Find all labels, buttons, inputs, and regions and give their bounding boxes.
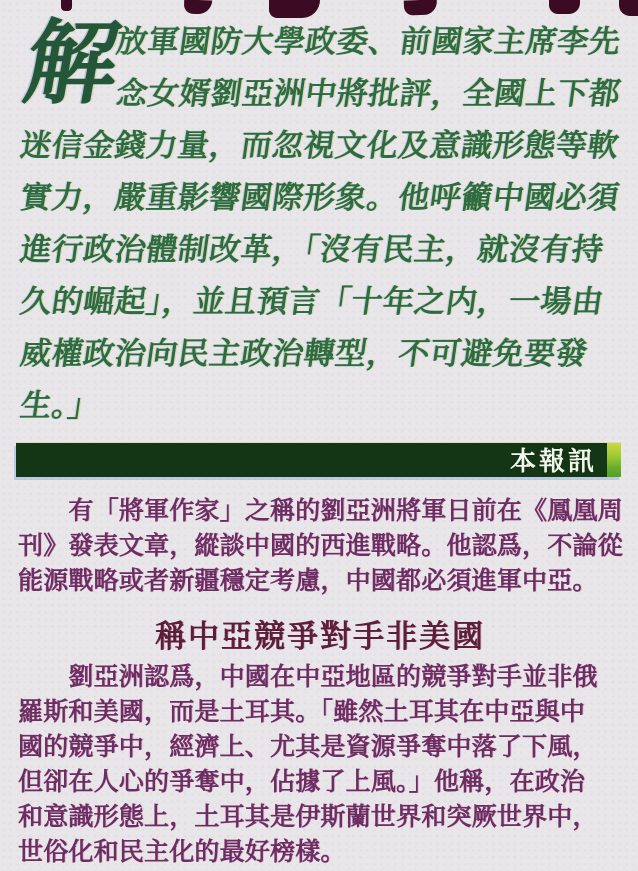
text-line: 世俗化和民主化的最好榜樣。	[18, 839, 346, 866]
body-paragraph-2	[18, 660, 624, 870]
subhead: 稱中亞競爭對手非美國	[155, 619, 485, 654]
byline-label: 本報訊	[509, 445, 597, 476]
text-line: 但卻在人心的爭奪中，佔據了上風。」他稱，在政治	[18, 769, 586, 796]
drop-cap: 解	[17, 13, 128, 115]
text-line: 念女婿劉亞洲中將批評，全國上下都	[114, 76, 624, 111]
text-line: 生。」	[18, 388, 103, 423]
text-line: 能源戰略或者新疆穩定考慮，中國都必須進軍中亞。	[18, 568, 598, 595]
text-line: 威權政治向民主政治轉型，不可避免要發	[18, 336, 591, 371]
text-line: 放軍國防大學政委、前國家主席李先	[114, 24, 624, 59]
cropped-masthead-stroke	[61, 0, 72, 11]
text-line: 羅斯和美國，而是土耳其。「雖然土耳其在中亞與中	[18, 699, 586, 726]
lead-paragraph-section	[17, 13, 624, 432]
text-line: 刊》發表文章，縱談中國的西進戰略。他認爲，不論從	[18, 533, 623, 560]
text-line: 國的競爭中，經濟上、尤其是資源爭奪中落了下風，	[18, 734, 598, 761]
text-line: 和意識形態上，土耳其是伊斯蘭世界和突厥世界中，	[18, 804, 598, 831]
text-line: 進行政治體制改革，「沒有民主，就沒有持	[18, 232, 607, 267]
bar-accent-stripe	[607, 443, 621, 477]
lead-paragraph	[17, 13, 624, 432]
text-line: 迷信金錢力量，而忽視文化及意識形態等軟	[18, 128, 622, 163]
byline-bar	[16, 443, 621, 477]
cropped-masthead-stroke	[404, 0, 438, 16]
text-line: 劉亞洲認爲，中國在中亞地區的競爭對手並非俄	[18, 664, 598, 691]
body-paragraph-1	[18, 494, 624, 599]
cropped-masthead-stroke	[619, 0, 638, 16]
cropped-masthead-stroke	[184, 0, 212, 14]
cropped-masthead-stroke	[549, 0, 580, 14]
text-line: 久的崛起」，並且預言「十年之内，一場由	[18, 284, 607, 319]
text-line: 有「將軍作家」之稱的劉亞洲將軍日前在《鳳凰周	[18, 498, 623, 525]
text-line: 實力，嚴重影響國際形象。他呼籲中國必須	[18, 180, 622, 215]
